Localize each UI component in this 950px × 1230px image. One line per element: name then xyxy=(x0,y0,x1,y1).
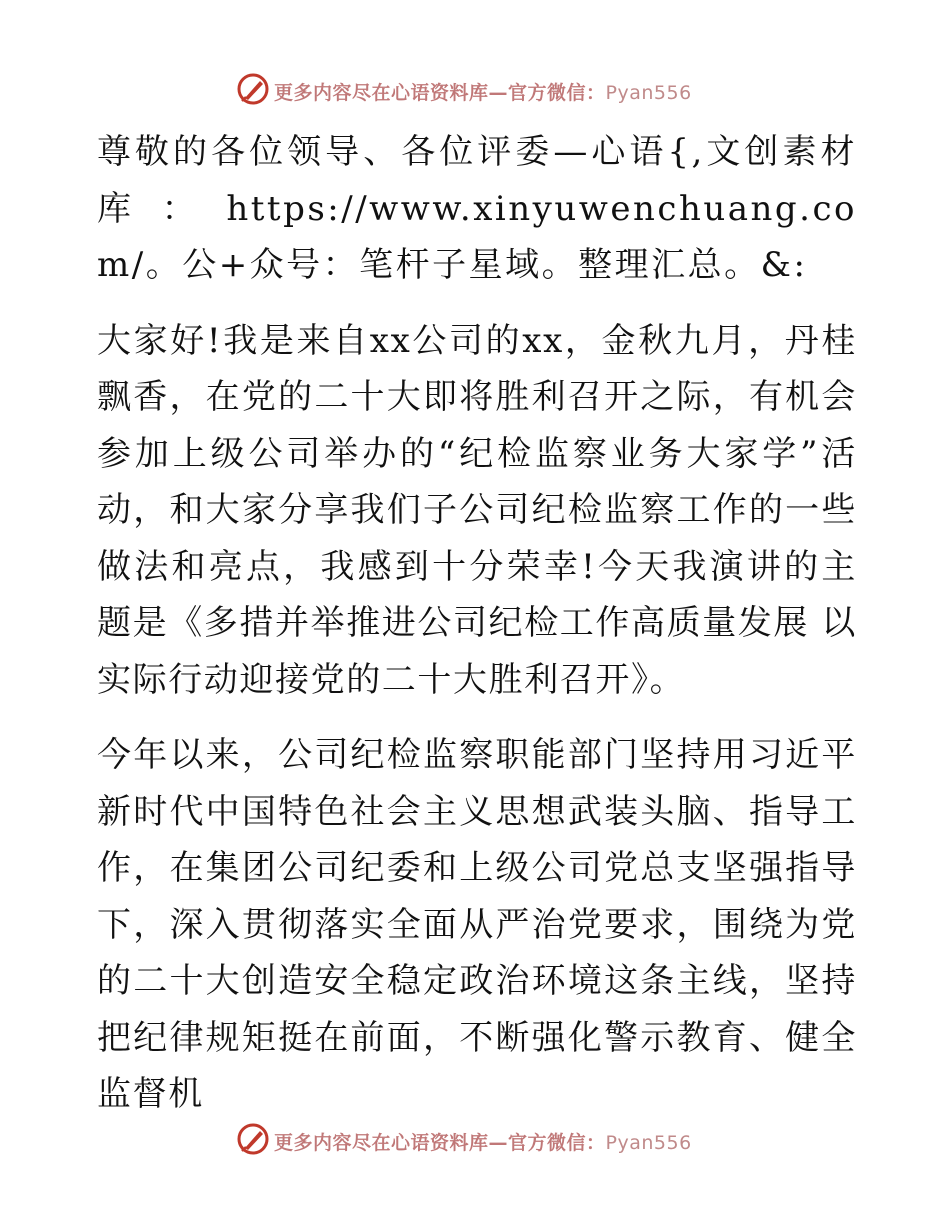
quill-logo-icon xyxy=(236,1122,270,1156)
header-watermark-banner xyxy=(0,70,950,110)
wechat-id: Pyan556 xyxy=(605,1132,692,1154)
banner-text: 更多内容尽在心语资料库—官方微信：Pyan556 xyxy=(274,1132,692,1154)
document-body xyxy=(97,124,857,1123)
footer-watermark-banner xyxy=(0,1120,950,1160)
banner-text: 更多内容尽在心语资料库—官方微信：Pyan556 xyxy=(274,82,692,104)
paragraph-introduction: 大家好!我是来自xx公司的xx，金秋九月，丹桂飘香，在党的二十大即将胜利召开之际，有机会参加上级公司举办的“纪检监察业务大家学”活动，和大家分享我们子公司纪检监察工作的一些做法和亮点，我感到十分荣幸!今天我演讲的主题是《多措并举推进公司纪检工作高质量发展 以实际行动迎接党的二十大胜利召开》。 xyxy=(97,320,858,700)
paragraph-greeting: 尊敬的各位领导、各位评委—心语{,文创素材库：https://www.xinyuwenchuang.com/。公+众号：笔杆子星域。整理汇总。&: xyxy=(97,132,857,285)
quill-logo-icon xyxy=(236,72,270,106)
paragraph-work-overview: 今年以来，公司纪检监察职能部门坚持用习近平新时代中国特色社会主义思想武装头脑、指导工作，在集团公司纪委和上级公司党总支坚强指导下，深入贯彻落实全面从严治党要求，围绕为党的二十大创造安全稳定政治环境这条主线，坚持把纪律规矩挺在前面，不断强化警示教育、健全监督机 xyxy=(97,735,857,1114)
wechat-id: Pyan556 xyxy=(605,82,692,104)
